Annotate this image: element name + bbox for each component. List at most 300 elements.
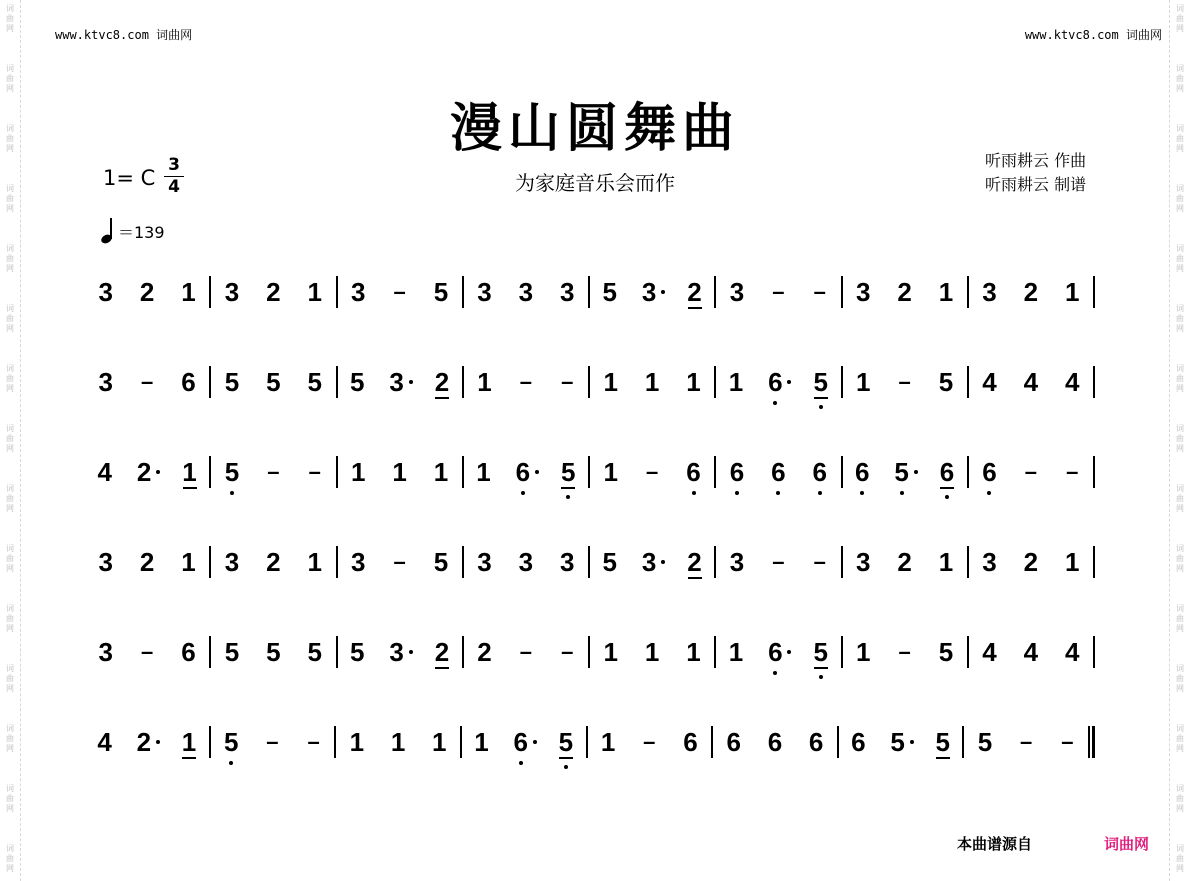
measure	[590, 540, 714, 584]
sustain-dash: –	[393, 279, 406, 304]
augmentation-dot	[409, 380, 413, 384]
measure	[843, 450, 967, 494]
watermark-glyph: 曲	[1176, 134, 1184, 143]
sustain-dash: –	[898, 369, 911, 394]
note: 3	[640, 277, 658, 307]
note: 5	[977, 727, 993, 757]
watermark-glyph: 曲	[1176, 434, 1184, 443]
note: 6	[938, 457, 956, 487]
note: 1	[938, 547, 954, 577]
measure	[464, 450, 588, 494]
key-signature: 1= C	[103, 166, 156, 190]
note: 3	[729, 547, 745, 577]
note: 6	[851, 727, 866, 757]
watermark-glyph: 曲	[6, 134, 14, 143]
watermark-glyph: 曲	[1176, 554, 1184, 563]
note: 1	[644, 637, 660, 667]
augmentation-dot	[156, 740, 160, 744]
low-octave-dot	[819, 675, 823, 679]
sustain-dash: –	[772, 279, 785, 304]
watermark-glyph: 词	[1176, 484, 1184, 493]
measure	[211, 360, 335, 404]
watermark-glyph: 网	[1176, 384, 1184, 393]
measure	[716, 630, 840, 674]
watermark-glyph: 曲	[1176, 74, 1184, 83]
note: 4	[1065, 367, 1080, 397]
watermark-glyph: 词	[1176, 124, 1184, 133]
note: 3	[224, 277, 240, 307]
note: 3	[560, 547, 575, 577]
watermark-glyph: 词	[6, 304, 14, 313]
watermark-glyph: 曲	[1176, 194, 1184, 203]
watermark-glyph: 曲	[6, 674, 14, 683]
watermark-glyph: 词	[1176, 604, 1184, 613]
augmentation-dot	[787, 650, 791, 654]
watermark-glyph: 曲	[1176, 314, 1184, 323]
low-octave-dot	[987, 491, 991, 495]
watermark-glyph: 网	[6, 564, 14, 573]
note: 1	[432, 727, 447, 757]
low-octave-dot	[564, 765, 568, 769]
note: 2	[135, 457, 153, 487]
watermark-glyph: 网	[6, 444, 14, 453]
watermark-glyph: 曲	[1176, 854, 1184, 863]
note: 6	[728, 457, 746, 487]
augmentation-dot	[533, 740, 537, 744]
watermark-glyph: 曲	[6, 734, 14, 743]
watermark-glyph: 网	[6, 204, 14, 213]
measure	[85, 360, 209, 404]
low-octave-dot	[773, 401, 777, 405]
note: 3	[98, 277, 113, 307]
watermark-glyph: 词	[6, 484, 14, 493]
note: 5	[935, 727, 950, 757]
note: 5	[557, 727, 575, 757]
watermark-glyph: 网	[6, 384, 14, 393]
note: 6	[726, 727, 741, 757]
note: 4	[97, 727, 112, 757]
note: 6	[980, 457, 998, 487]
note: 6	[181, 637, 196, 667]
note: 1	[181, 727, 197, 757]
note: 1	[181, 547, 196, 577]
measure	[338, 450, 462, 494]
note: 6	[512, 727, 530, 757]
watermark-glyph: 词	[6, 784, 14, 793]
sustain-dash: –	[1024, 459, 1037, 484]
watermark-glyph: 词	[6, 4, 14, 13]
measure	[464, 630, 588, 674]
note: 1	[433, 457, 449, 487]
measure	[85, 630, 209, 674]
watermark-glyph: 网	[1176, 444, 1184, 453]
note: 6	[769, 457, 787, 487]
note: 3	[388, 367, 406, 397]
low-octave-dot	[519, 761, 523, 765]
watermark-glyph: 曲	[1176, 254, 1184, 263]
watermark-glyph: 曲	[1176, 794, 1184, 803]
final-barline	[1088, 726, 1095, 758]
watermark-glyph: 曲	[6, 614, 14, 623]
watermark-glyph: 词	[1176, 724, 1184, 733]
low-octave-dot	[521, 491, 525, 495]
measure	[464, 540, 588, 584]
note: 4	[97, 457, 112, 487]
sustain-dash: –	[140, 639, 154, 664]
note: 1	[477, 367, 492, 397]
note: 1	[307, 277, 322, 307]
measure	[713, 720, 837, 764]
watermark-glyph: 曲	[6, 74, 14, 83]
note: 1	[603, 367, 618, 397]
source-brand: 词曲网	[1104, 835, 1150, 853]
note: 3	[98, 637, 113, 667]
measure	[716, 270, 840, 314]
note: 1	[474, 727, 489, 757]
watermark-glyph: 词	[6, 64, 14, 73]
note: 1	[686, 637, 701, 667]
watermark-glyph: 曲	[1176, 734, 1184, 743]
augmentation-dot	[661, 560, 665, 564]
eighth-underline	[435, 667, 449, 669]
measure	[969, 630, 1093, 674]
watermark-glyph: 网	[6, 144, 14, 153]
note: 1	[728, 637, 744, 667]
note: 6	[766, 637, 784, 667]
note: 5	[224, 637, 240, 667]
sustain-dash: –	[645, 459, 659, 484]
sustain-dash: –	[1061, 729, 1074, 754]
note: 2	[139, 547, 155, 577]
measure	[839, 720, 963, 764]
note: 5	[938, 637, 954, 667]
measure	[969, 540, 1093, 584]
watermark-glyph: 词	[1176, 784, 1184, 793]
eighth-underline	[936, 757, 950, 759]
watermark-glyph: 网	[6, 264, 14, 273]
watermark-glyph: 词	[1176, 424, 1184, 433]
sustain-dash: –	[393, 549, 406, 574]
time-signature-top: 3	[168, 155, 180, 175]
sustain-dash: –	[772, 549, 785, 574]
source-label: 本曲谱源自	[957, 835, 1033, 853]
watermark-glyph: 网	[6, 24, 14, 33]
note: 3	[729, 277, 745, 307]
site-watermark-left: www.ktvc8.com 词曲网	[55, 28, 193, 42]
watermark-glyph: 词	[6, 184, 14, 193]
watermark-glyph: 词	[1176, 844, 1184, 853]
note: 3	[388, 637, 406, 667]
note: 6	[766, 367, 784, 397]
note: 1	[392, 457, 407, 487]
time-signature-bottom: 4	[168, 177, 180, 197]
watermark-glyph: 词	[6, 664, 14, 673]
measure	[843, 540, 967, 584]
note: 4	[1023, 367, 1039, 397]
watermark-glyph: 词	[1176, 184, 1184, 193]
note: 1	[603, 457, 618, 487]
tempo-marking	[100, 218, 165, 244]
note: 5	[812, 367, 830, 397]
watermark-glyph: 曲	[6, 434, 14, 443]
measure	[462, 720, 586, 764]
measure	[211, 450, 335, 494]
measure	[211, 540, 335, 584]
watermark-glyph: 词	[1176, 664, 1184, 673]
arranger-credit: 听雨耕云 制谱	[985, 175, 1087, 194]
watermark-glyph: 词	[6, 364, 14, 373]
sustain-dash: –	[519, 369, 532, 394]
note: 5	[433, 277, 449, 307]
watermark-glyph: 网	[1176, 84, 1184, 93]
eighth-underline	[688, 307, 702, 309]
watermark-glyph: 网	[6, 804, 14, 813]
note: 4	[982, 637, 997, 667]
sustain-dash: –	[266, 729, 279, 754]
watermark-glyph: 曲	[1176, 614, 1184, 623]
watermark-glyph: 曲	[1176, 374, 1184, 383]
measure	[338, 270, 462, 314]
watermark-glyph: 网	[6, 324, 14, 333]
watermark-glyph: 网	[1176, 204, 1184, 213]
watermark-glyph: 曲	[6, 494, 14, 503]
note: 2	[897, 547, 912, 577]
song-title: 漫山圆舞曲	[449, 99, 740, 159]
watermark-glyph: 网	[6, 864, 14, 873]
note: 3	[518, 547, 534, 577]
note: 5	[559, 457, 577, 487]
note: 3	[518, 277, 534, 307]
measure	[843, 360, 967, 404]
measure	[464, 360, 588, 404]
note: 2	[477, 637, 492, 667]
watermark-glyph: 网	[1176, 744, 1184, 753]
song-subtitle: 为家庭音乐会而作	[515, 171, 675, 195]
watermark-glyph: 曲	[6, 14, 14, 23]
sustain-dash: –	[267, 459, 280, 484]
note: 1	[644, 367, 660, 397]
measure	[969, 270, 1093, 314]
low-octave-dot	[230, 491, 234, 495]
measure	[716, 360, 840, 404]
note: 1	[390, 727, 406, 757]
watermark-glyph: 网	[1176, 324, 1184, 333]
sustain-dash: –	[561, 639, 574, 664]
watermark-glyph: 曲	[6, 854, 14, 863]
note: 6	[514, 457, 532, 487]
note: 3	[350, 547, 366, 577]
note: 1	[603, 637, 618, 667]
barline	[1093, 276, 1095, 308]
measure	[590, 360, 714, 404]
note: 1	[181, 277, 196, 307]
score-line	[85, 630, 1095, 674]
note: 6	[811, 457, 829, 487]
augmentation-dot	[787, 380, 791, 384]
watermark-glyph: 曲	[1176, 674, 1184, 683]
watermark-glyph: 曲	[1176, 494, 1184, 503]
sustain-dash: –	[1066, 459, 1079, 484]
note: 5	[433, 547, 449, 577]
low-octave-dot	[229, 761, 233, 765]
time-signature	[163, 156, 185, 197]
watermark-glyph: 词	[1176, 364, 1184, 373]
note: 6	[683, 727, 698, 757]
note: 5	[307, 367, 322, 397]
note: 1	[600, 727, 616, 757]
watermark-glyph: 词	[6, 604, 14, 613]
note: 3	[477, 547, 492, 577]
note: 1	[349, 727, 365, 757]
note: 5	[938, 367, 954, 397]
low-octave-dot	[900, 491, 904, 495]
low-octave-dot	[776, 491, 780, 495]
measure	[338, 360, 462, 404]
note: 5	[307, 637, 322, 667]
score-line	[85, 360, 1095, 404]
watermark-glyph: 网	[6, 504, 14, 513]
augmentation-dot	[910, 740, 914, 744]
sustain-dash: –	[307, 729, 320, 754]
note: 3	[224, 547, 240, 577]
augmentation-dot	[661, 290, 665, 294]
score-line	[85, 720, 1095, 764]
sustain-dash: –	[813, 279, 826, 304]
note: 1	[476, 457, 491, 487]
measure	[211, 630, 335, 674]
low-octave-dot	[818, 491, 822, 495]
note: 1	[307, 547, 322, 577]
watermark-glyph: 网	[1176, 624, 1184, 633]
low-octave-dot	[692, 491, 696, 495]
note: 2	[687, 277, 702, 307]
measure	[843, 270, 967, 314]
note: 5	[812, 637, 830, 667]
sustain-dash: –	[643, 729, 656, 754]
barline	[1093, 456, 1095, 488]
note: 5	[602, 277, 617, 307]
watermark-glyph: 网	[1176, 684, 1184, 693]
measure	[716, 540, 840, 584]
note: 1	[686, 367, 701, 397]
note: 2	[897, 277, 912, 307]
note: 5	[889, 727, 907, 757]
measure	[590, 450, 714, 494]
eighth-underline	[435, 397, 449, 399]
measure	[211, 270, 335, 314]
note: 2	[266, 547, 281, 577]
note: 5	[602, 547, 617, 577]
sustain-dash: –	[519, 639, 532, 664]
measure	[338, 540, 462, 584]
measure	[969, 450, 1093, 494]
note: 3	[640, 547, 658, 577]
note: 1	[1065, 277, 1080, 307]
note: 5	[223, 457, 241, 487]
watermark-glyph: 曲	[6, 314, 14, 323]
watermark-glyph: 网	[6, 684, 14, 693]
note: 2	[434, 637, 450, 667]
low-octave-dot	[735, 491, 739, 495]
eighth-underline	[182, 757, 196, 759]
measure	[590, 630, 714, 674]
eighth-underline	[814, 397, 828, 399]
watermark-glyph: 曲	[6, 794, 14, 803]
eighth-underline	[561, 487, 575, 489]
note: 2	[687, 547, 702, 577]
watermark-glyph: 网	[1176, 504, 1184, 513]
note: 5	[266, 367, 281, 397]
watermark-glyph: 曲	[1176, 14, 1184, 23]
sustain-dash: –	[308, 459, 321, 484]
note: 6	[767, 727, 783, 757]
watermark-glyph: 词	[6, 124, 14, 133]
watermark-glyph: 词	[6, 724, 14, 733]
note: 2	[1023, 547, 1039, 577]
watermark-glyph: 网	[1176, 864, 1184, 873]
measure	[211, 720, 335, 764]
quarter-note-icon	[100, 218, 114, 244]
augmentation-dot	[156, 470, 160, 474]
note: 3	[560, 277, 575, 307]
note: 3	[98, 547, 113, 577]
note: 1	[1065, 547, 1080, 577]
eighth-underline	[183, 487, 197, 489]
sustain-dash: –	[813, 549, 826, 574]
site-watermark-right: www.ktvc8.com 词曲网	[1024, 28, 1162, 42]
note: 3	[477, 277, 492, 307]
watermark-glyph: 词	[1176, 304, 1184, 313]
sustain-dash: –	[140, 369, 154, 394]
watermark-glyph: 网	[1176, 144, 1184, 153]
measure	[590, 270, 714, 314]
watermark-glyph: 词	[1176, 544, 1184, 553]
score-line	[85, 270, 1095, 314]
note: 1	[728, 367, 744, 397]
note: 3	[855, 277, 871, 307]
barline	[1093, 546, 1095, 578]
watermark-glyph: 网	[1176, 804, 1184, 813]
note: 5	[224, 367, 240, 397]
eighth-underline	[688, 577, 702, 579]
note: 4	[1023, 637, 1039, 667]
barline	[1093, 366, 1095, 398]
note: 6	[685, 457, 703, 487]
watermark-glyph: 词	[1176, 64, 1184, 73]
watermark-glyph: 曲	[6, 554, 14, 563]
measure	[843, 630, 967, 674]
augmentation-dot	[535, 470, 539, 474]
low-octave-dot	[566, 495, 570, 499]
measure	[588, 720, 712, 764]
eighth-underline	[559, 757, 573, 759]
note: 4	[1065, 637, 1080, 667]
measure	[338, 630, 462, 674]
watermark-glyph: 词	[6, 244, 14, 253]
low-octave-dot	[860, 491, 864, 495]
note: 6	[853, 457, 871, 487]
measure	[969, 360, 1093, 404]
augmentation-dot	[409, 650, 413, 654]
note: 3	[855, 547, 871, 577]
watermark-glyph: 曲	[6, 194, 14, 203]
note: 5	[222, 727, 240, 757]
note: 4	[982, 367, 997, 397]
note: 5	[893, 457, 911, 487]
note: 1	[182, 457, 197, 487]
note: 2	[1023, 277, 1039, 307]
measure	[85, 540, 209, 584]
